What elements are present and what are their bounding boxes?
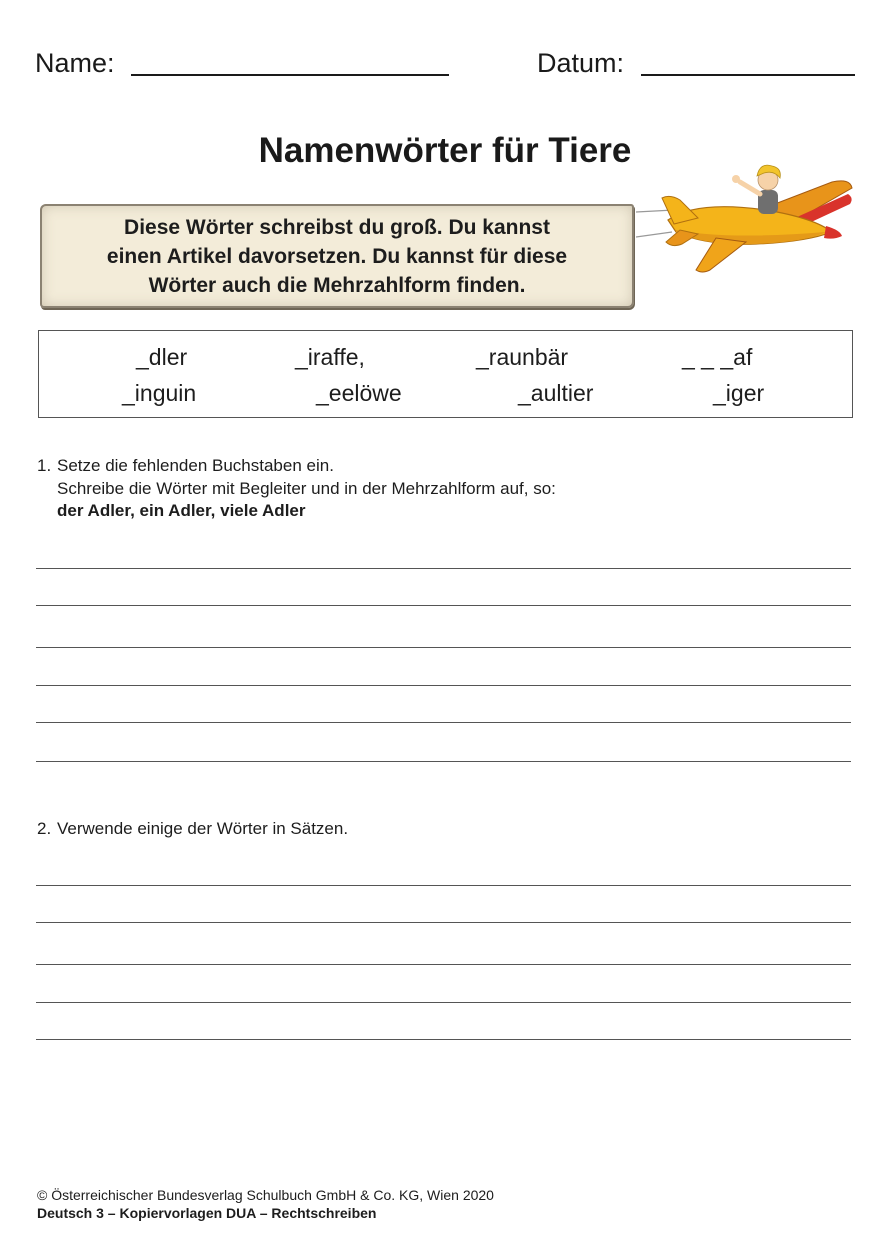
task-1-example: der Adler, ein Adler, viele Adler [57, 501, 306, 520]
airplane-illustration [636, 160, 858, 278]
banner-line: Diese Wörter schreibst du groß. Du kannst [124, 215, 550, 239]
writing-line[interactable] [36, 685, 851, 686]
footer-series: Deutsch 3 – Kopiervorlagen DUA – Rechtschreiben [37, 1205, 377, 1221]
writing-line[interactable] [36, 1002, 851, 1003]
pilot-arm [740, 182, 760, 194]
footer-copyright: © Österreichischer Bundesverlag Schulbuch GmbH & Co. KG, Wien 2020 [37, 1187, 494, 1203]
word-item: _raunbär [476, 344, 569, 370]
task-2-instruction: Verwende einige der Wörter in Sätzen. [57, 819, 349, 838]
writing-line[interactable] [36, 647, 851, 648]
writing-line[interactable] [36, 885, 851, 886]
word-item: _dler [136, 344, 188, 370]
date-field[interactable] [641, 74, 855, 76]
writing-line[interactable] [36, 964, 851, 965]
word-item: _iger [713, 380, 765, 406]
banner-line: einen Artikel davorsetzen. Du kannst für diese [106, 244, 568, 268]
page-title: Namenwörter für Tiere [258, 131, 632, 170]
nose [824, 226, 842, 239]
writing-line[interactable] [36, 568, 851, 569]
word-item: _aultier [518, 380, 594, 406]
lower-wing [696, 238, 746, 272]
word-item: _eelöwe [316, 380, 402, 406]
task-1-instruction: Setze die fehlenden Buchstaben ein. [57, 456, 334, 475]
word-item: _iraffe, [295, 344, 365, 370]
name-label: Name: [35, 48, 115, 78]
writing-line[interactable] [36, 922, 851, 923]
pilot-hand [732, 175, 740, 183]
writing-line[interactable] [36, 605, 851, 606]
word-item: _ _ _af [682, 344, 753, 370]
word-item: _inguin [122, 380, 197, 406]
writing-line[interactable] [36, 722, 851, 723]
writing-line[interactable] [36, 1039, 851, 1040]
task-1-instruction: Schreibe die Wörter mit Begleiter und in der Mehrzahlform auf, so: [57, 479, 556, 498]
name-field[interactable] [131, 74, 449, 76]
info-banner [40, 204, 634, 308]
writing-line[interactable] [36, 761, 851, 762]
tow-rope [636, 232, 672, 237]
banner-text [57, 213, 617, 300]
date-label: Datum: [537, 48, 625, 78]
task-2-number: 2. [37, 819, 52, 838]
task-1-number: 1. [37, 456, 52, 475]
banner-line: Wörter auch die Mehrzahlform finden. [148, 273, 526, 297]
